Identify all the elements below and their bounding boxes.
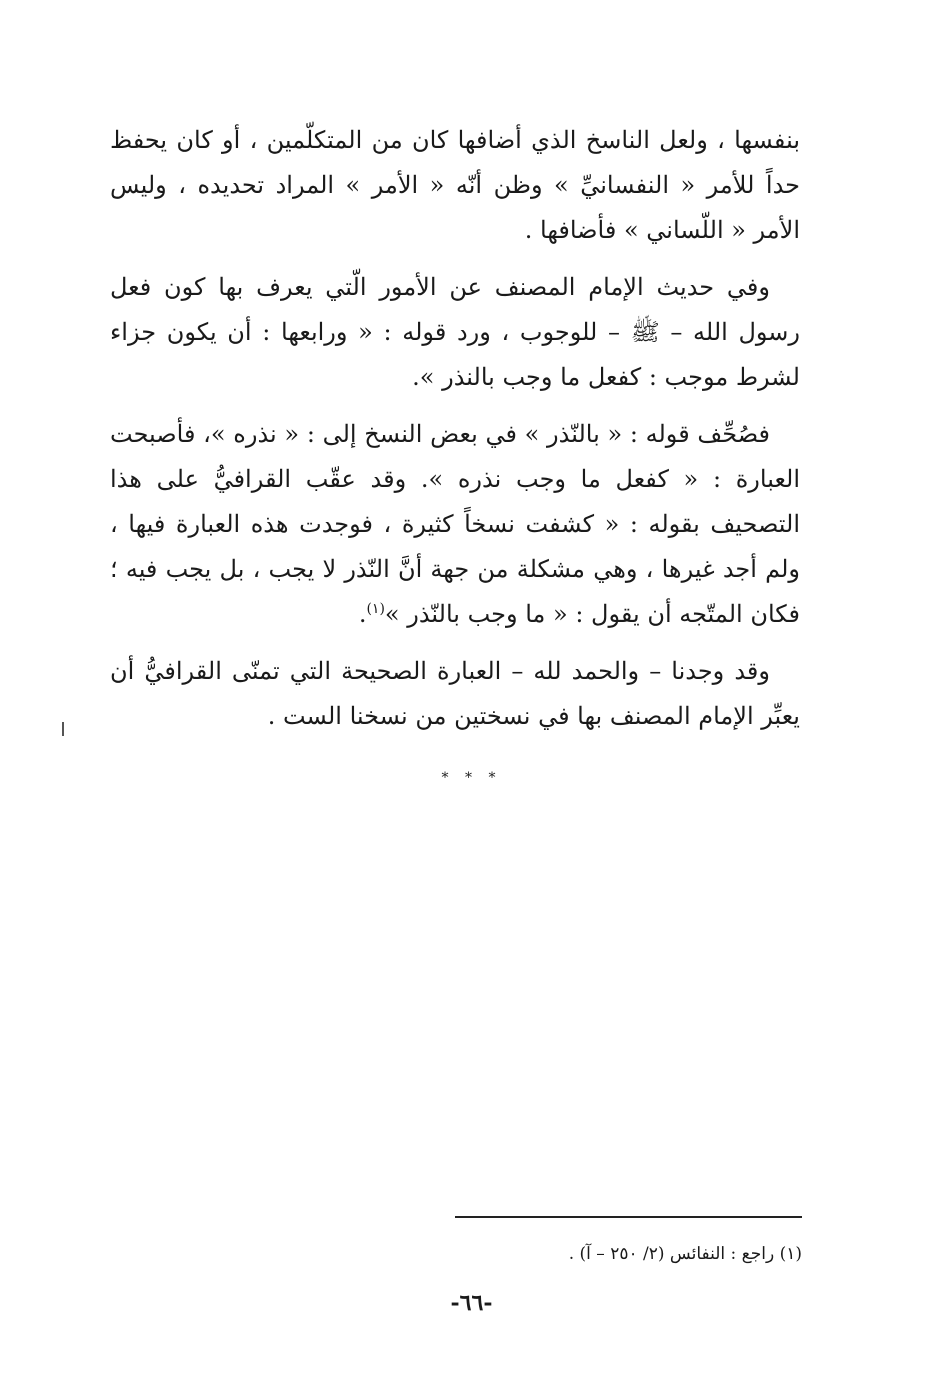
main-text — [110, 118, 800, 751]
paragraph-1: بنفسها ، ولعل الناسخ الذي أضافها كان من المتكلّمين ، أو كان يحفظ حداً للأمر « النفسانيِّ » وظن أنّه « الأمر » المراد تحديده ، وليس الأمر « اللّساني » فأضافها . — [110, 126, 800, 244]
paragraph-4: وقد وجدنا – والحمد لله – العبارة الصحيحة التي تمنّى القرافيُّ أن يعبِّر الإمام المصنف بها في نسختين من نسخنا الست . — [110, 657, 800, 730]
footnote-reference[interactable]: (١) — [366, 601, 385, 617]
paragraph-2: وفي حديث الإمام المصنف عن الأمور الّتي يعرف بها كون فعل رسول الله – ﷺ – للوجوب ، ورد قوله : « ورابعها : أن يكون جزاء لشرط موجب : كفعل ما وجب بالنذر ». — [110, 273, 800, 391]
footnote: (١) راجع : النفائس (٢/ ٢٥٠ – آ) . — [568, 1244, 802, 1264]
page-number: -٦٦- — [450, 1290, 493, 1316]
footnote-divider — [455, 1216, 802, 1218]
paragraph-3-text: فصُحِّف قوله : « بالنّذر » في بعض النسخ إلى : « نذره »، فأصبحت العبارة : « كفعل ما وجب نذره ». وقد عقّب القرافيُّ على هذا التصحيف بقوله : « كشفت نسخاً كثيرة ، فوجدت هذه العبارة فيها ، ولم أجد غيرها ، وهي مشكلة من جهة أنَّ النّذر لا يجب ، بل يجب فيه ؛ فكان المتّجه أن يقول : « ما وجب بالنّذر » — [110, 420, 800, 628]
margin-mark — [62, 722, 64, 736]
paragraph-3 — [110, 412, 800, 637]
section-separator: * * * — [441, 770, 502, 786]
paragraph-3-end: . — [358, 600, 367, 628]
